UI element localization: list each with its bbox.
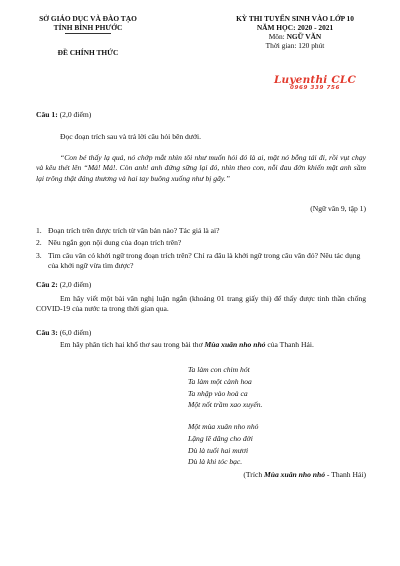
poem-stanza-1 [188,364,262,411]
official-label: ĐỀ CHÍNH THỨC [57,48,119,57]
question-1-instruction: Đọc đoạn trích sau và trả lời câu hỏi bên dưới. [60,132,201,141]
subquestion-3: 3. Tìm câu văn có khởi ngữ trong đoạn trích trên? Chỉ ra đâu là khởi ngữ trong câu văn đó? Nêu tác dụng của khởi ngữ vừa tìm được? [36,250,361,271]
header-underline [65,33,111,34]
subquestion-2: 2. Nêu ngắn gọn nội dung của đoạn trích trên? [36,238,182,248]
poem-line: Ta làm con chim hót [188,365,250,374]
poem-line: Lặng lẽ dâng cho đời [188,433,253,443]
watermark-logo [255,74,375,91]
question-2-label: Câu 2: [36,280,58,289]
poem-citation: (Trích Mùa xuân nho nhỏ - Thanh Hải) [243,470,366,479]
watermark-phone: 0969 339 756 [289,85,341,91]
question-3-label: Câu 3: [36,328,58,337]
subject-value: NGỮ VĂN [286,32,322,41]
exam-title: KỲ THI TUYỂN SINH VÀO LỚP 10 [236,14,354,23]
question-1-excerpt: “Con bé thấy lạ quá, nó chớp mắt nhìn tôi như muốn hỏi đó là ai, mặt nó bỗng tái đi, rồi vụt chạy và kêu thét lên “Má! Má!. Còn anh! anh đứng sững lại đó, nhìn theo con, nỗi đau đớn khiến mặt anh sầm lại trông thật đáng thương và hai tay buông xuống như bị gãy.” [36,153,366,183]
poem-line: Dù là tuổi hai mươi [188,445,249,455]
question-1-heading [36,110,91,120]
poem-stanza-2 [188,421,258,468]
poem-line: Một nốt trầm xao xuyến. [188,400,263,410]
subquestion-1: 1. Đoạn trích trên được trích từ văn bản nào? Tác giả là ai? [36,226,220,235]
subject-label: Môn: [268,32,287,41]
question-1-source: (Ngữ văn 9, tập 1) [310,204,366,213]
watermark-title: Luyenthi CLC [273,74,357,86]
poem-line: Ta nhập vào hoà ca [188,388,248,398]
question-1-label: Câu 1: [36,110,58,119]
province-name: TỈNH BÌNH PHƯỚC [53,23,123,32]
poem-line: Ta làm một cành hoa [188,376,252,386]
poem-line: Dù là khi tóc bạc. [188,457,243,467]
poem-line: Một mùa xuân nho nhỏ [188,422,259,431]
subject-line [200,32,390,41]
time-limit: Thời gian: 120 phút [265,41,325,50]
question-2-heading [36,280,91,290]
question-3-heading [36,328,91,338]
poem-title: Mùa xuân nho nhỏ [204,340,266,349]
question-3-text: Em hãy phân tích hai khổ thơ sau trong bài thơ Mùa xuân nho nhỏ của Thanh Hải. [60,340,314,349]
question-1-subquestions [36,226,366,272]
question-3-points: (6,0 điểm) [57,328,92,337]
question-1-points: (2,0 điểm) [57,110,92,119]
department-name: SỞ GIÁO DỤC VÀ ĐÀO TẠO [39,14,137,23]
question-2-text: Em hãy viết một bài văn nghị luận ngắn (khoảng 01 trang giấy thi) để thấy được tinh thần chống COVID-19 của nước ta trong thời gian qua. [36,294,366,314]
school-year: NĂM HỌC: 2020 - 2021 [256,23,334,32]
citation-poem-title: Mùa xuân nho nhỏ [264,470,326,479]
question-2-points: (2,0 điểm) [57,280,92,289]
